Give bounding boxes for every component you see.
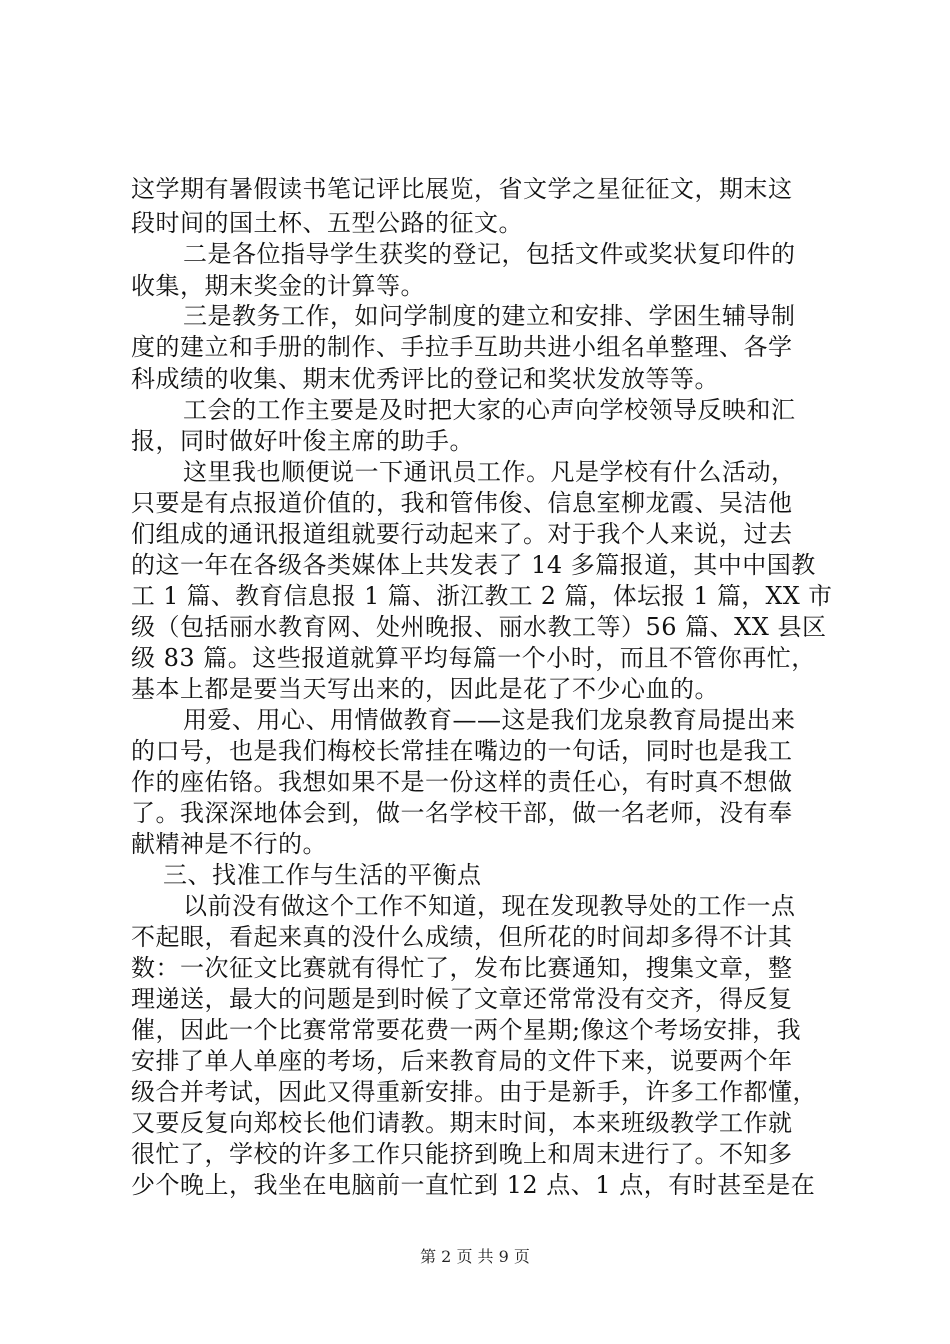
text-line: 以前没有做这个工作不知道，现在发现教导处的工作一点 xyxy=(183,892,796,920)
text-line: 这里我也顺便说一下通讯员工作。凡是学校有什么活动， xyxy=(183,458,796,486)
text-line: 段时间的国土杯、五型公路的征文。 xyxy=(131,209,523,237)
text-line: 作的座佑铬。我想如果不是一份这样的责任心，有时真不想做 xyxy=(131,768,793,796)
text-line: 三是教务工作，如问学制度的建立和安排、学困生辅导制 xyxy=(183,302,796,330)
text-line: 的这一年在各级各类媒体上共发表了 14 多篇报道，其中中国教 xyxy=(131,551,816,579)
text-line: 不起眼，看起来真的没什么成绩，但所花的时间却多得不计其 xyxy=(131,923,793,951)
text-line: 科成绩的收集、期末优秀评比的登记和奖状发放等等。 xyxy=(131,365,719,393)
text-line: 又要反复向郑校长他们请教。期末时间，本来班级教学工作就 xyxy=(131,1109,793,1137)
text-line: 了。我深深地体会到，做一名学校干部，做一名老师，没有奉 xyxy=(131,799,793,827)
text-line: 收集，期末奖金的计算等。 xyxy=(131,272,425,300)
text-line: 级 83 篇。这些报道就算平均每篇一个小时，而且不管你再忙， xyxy=(131,644,816,672)
text-line: 级（包括丽水教育网、处州晚报、丽水教工等）56 篇、XX 县区 xyxy=(131,613,827,641)
text-line: 基本上都是要当天写出来的，因此是花了不少心血的。 xyxy=(131,675,719,703)
text-line: 的口号，也是我们梅校长常挂在嘴边的一句话，同时也是我工 xyxy=(131,737,793,765)
text-line: 度的建立和手册的制作、手拉手互助共进小组名单整理、各学 xyxy=(131,333,793,361)
section-heading: 三、找准工作与生活的平衡点 xyxy=(163,861,482,889)
text-line: 这学期有暑假读书笔记评比展览，省文学之星征征文，期末这 xyxy=(131,175,793,203)
text-line: 用爱、用心、用情做教育——这是我们龙泉教育局提出来 xyxy=(183,706,796,734)
text-line: 安排了单人单座的考场，后来教育局的文件下来，说要两个年 xyxy=(131,1047,793,1075)
text-line: 少个晚上，我坐在电脑前一直忙到 12 点、1 点，有时甚至是在 xyxy=(131,1171,816,1199)
text-line: 只要是有点报道价值的，我和管伟俊、信息室柳龙霞、吴洁他 xyxy=(131,489,793,517)
text-line: 催，因此一个比赛常常要花费一两个星期;像这个考场安排，我 xyxy=(131,1016,802,1044)
text-line: 很忙了，学校的许多工作只能挤到晚上和周末进行了。不知多 xyxy=(131,1140,793,1168)
page-number-footer: 第 2 页 共 9 页 xyxy=(420,1247,530,1266)
text-line: 工会的工作主要是及时把大家的心声向学校领导反映和汇 xyxy=(183,396,796,424)
text-line: 献精神是不行的。 xyxy=(131,830,327,858)
text-line: 理递送，最大的问题是到时候了文章还常常没有交齐，得反复 xyxy=(131,985,793,1013)
text-line: 报，同时做好叶俊主席的助手。 xyxy=(131,427,474,455)
text-line: 们组成的通讯报道组就要行动起来了。对于我个人来说，过去 xyxy=(131,520,793,548)
text-line: 数：一次征文比赛就有得忙了，发布比赛通知，搜集文章，整 xyxy=(131,954,793,982)
text-line: 级合并考试，因此又得重新安排。由于是新手，许多工作都懂， xyxy=(131,1078,817,1106)
text-line: 工 1 篇、教育信息报 1 篇、浙江教工 2 篇，体坛报 1 篇，XX 市 xyxy=(131,582,833,610)
text-line: 二是各位指导学生获奖的登记，包括文件或奖状复印件的 xyxy=(183,240,796,268)
